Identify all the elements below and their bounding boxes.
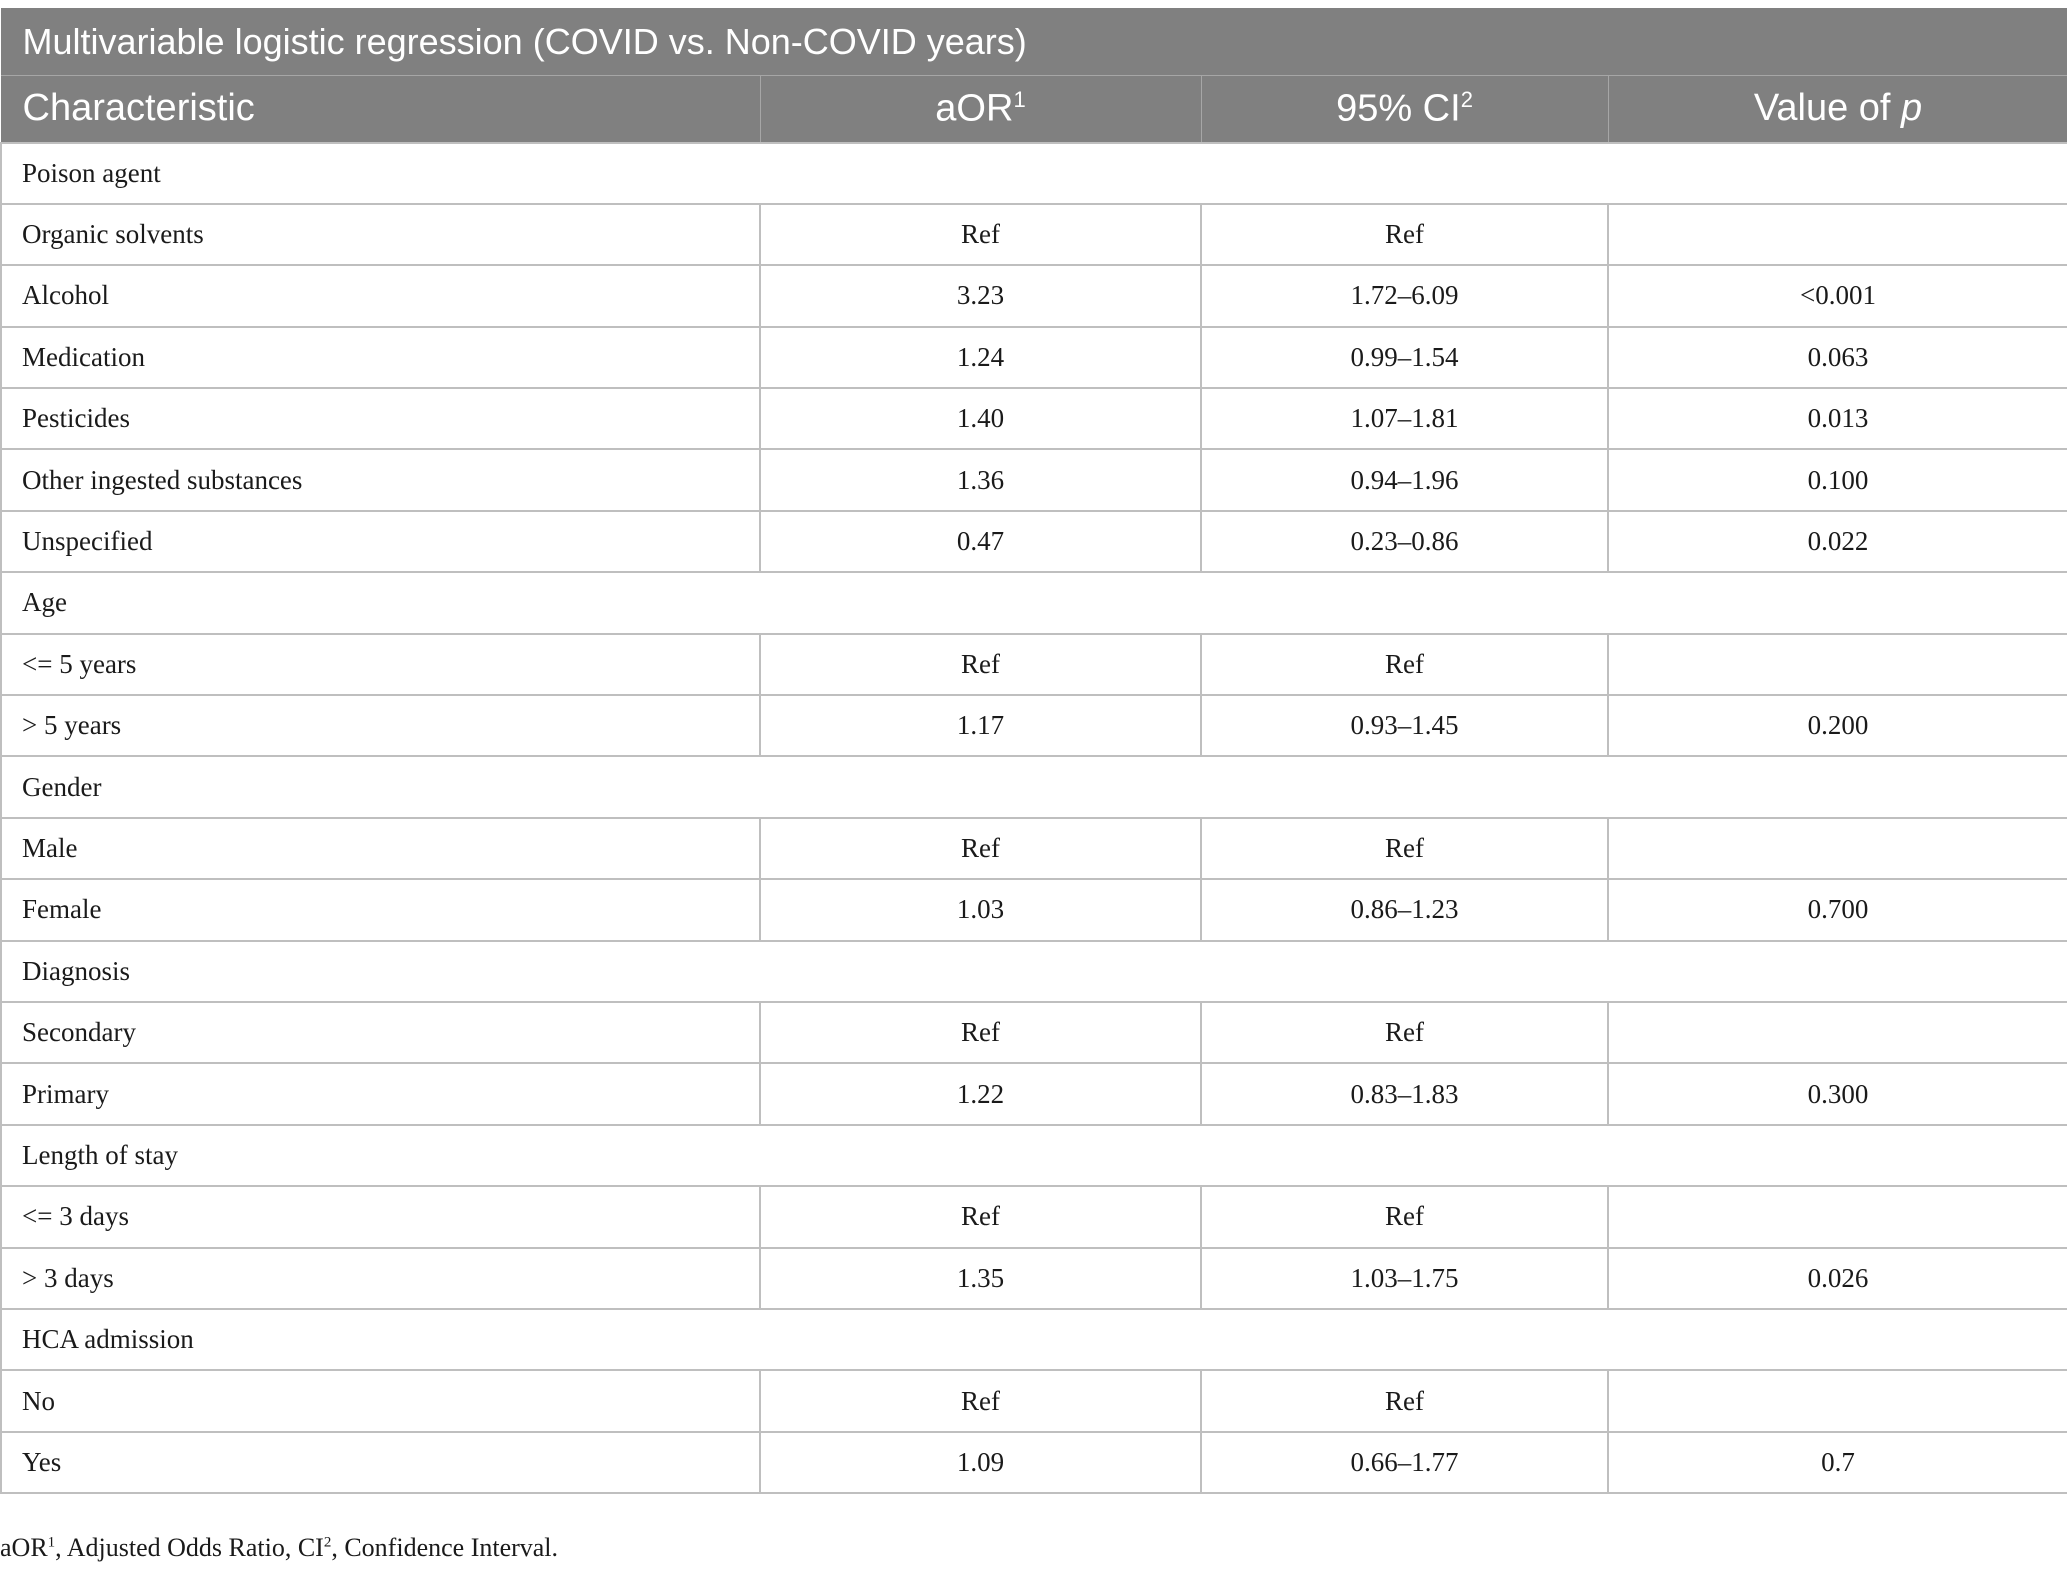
row-label: <= 5 years — [1, 634, 760, 695]
table-row — [1, 1432, 2067, 1493]
table-row — [1, 818, 2067, 879]
footnote-sup1: 1 — [47, 1534, 56, 1551]
row-aor: 1.17 — [760, 695, 1201, 756]
table-row — [1, 1248, 2067, 1309]
row-ci: 1.03–1.75 — [1201, 1248, 1608, 1309]
row-aor: 1.40 — [760, 388, 1201, 449]
row-pvalue — [1608, 1186, 2067, 1247]
row-label: Male — [1, 818, 760, 879]
row-aor: Ref — [760, 634, 1201, 695]
section-label: Length of stay — [1, 1125, 2067, 1186]
row-aor: Ref — [760, 1186, 1201, 1247]
row-aor: Ref — [760, 1370, 1201, 1431]
row-ci: Ref — [1201, 204, 1608, 265]
regression-table — [0, 8, 2067, 1494]
row-aor: 1.09 — [760, 1432, 1201, 1493]
table-row — [1, 695, 2067, 756]
row-aor: 3.23 — [760, 265, 1201, 326]
row-aor: 1.03 — [760, 879, 1201, 940]
row-label: > 5 years — [1, 695, 760, 756]
row-ci: 1.72–6.09 — [1201, 265, 1608, 326]
row-pvalue: 0.063 — [1608, 327, 2067, 388]
row-pvalue: 0.300 — [1608, 1063, 2067, 1124]
header-aor — [760, 76, 1201, 143]
row-ci: Ref — [1201, 1002, 1608, 1063]
section-label: Diagnosis — [1, 941, 2067, 1002]
section-row — [1, 143, 2067, 204]
section-row — [1, 572, 2067, 633]
table-row — [1, 1186, 2067, 1247]
row-label: Secondary — [1, 1002, 760, 1063]
row-label: Primary — [1, 1063, 760, 1124]
row-ci: Ref — [1201, 1186, 1608, 1247]
table-row — [1, 265, 2067, 326]
section-label: Gender — [1, 756, 2067, 817]
row-ci: 0.93–1.45 — [1201, 695, 1608, 756]
row-label: Other ingested substances — [1, 449, 760, 510]
footnote-part3: , Confidence Interval. — [331, 1533, 559, 1562]
row-ci: 0.94–1.96 — [1201, 449, 1608, 510]
row-label: Medication — [1, 327, 760, 388]
row-pvalue: <0.001 — [1608, 265, 2067, 326]
row-pvalue: 0.013 — [1608, 388, 2067, 449]
header-pvalue — [1608, 76, 2067, 143]
table-row — [1, 879, 2067, 940]
section-label: Age — [1, 572, 2067, 633]
header-ci — [1201, 76, 1608, 143]
row-pvalue: 0.100 — [1608, 449, 2067, 510]
regression-table-container — [0, 8, 2067, 1494]
row-pvalue: 0.022 — [1608, 511, 2067, 572]
row-label: Yes — [1, 1432, 760, 1493]
table-row — [1, 511, 2067, 572]
row-ci: 0.86–1.23 — [1201, 879, 1608, 940]
header-ci-label: 95% CI — [1336, 87, 1461, 130]
row-ci: 1.07–1.81 — [1201, 388, 1608, 449]
table-header-row — [1, 76, 2067, 143]
row-pvalue — [1608, 818, 2067, 879]
row-ci: Ref — [1201, 818, 1608, 879]
table-row — [1, 388, 2067, 449]
header-aor-sup: 1 — [1013, 86, 1026, 112]
table-row — [1, 449, 2067, 510]
row-pvalue: 0.7 — [1608, 1432, 2067, 1493]
header-aor-label: aOR — [935, 87, 1014, 130]
header-pvalue-label: Value of — [1753, 87, 1902, 130]
row-ci: 0.66–1.77 — [1201, 1432, 1608, 1493]
row-ci: Ref — [1201, 1370, 1608, 1431]
row-label: No — [1, 1370, 760, 1431]
row-aor: 1.35 — [760, 1248, 1201, 1309]
table-footnote — [0, 1533, 558, 1563]
table-row — [1, 634, 2067, 695]
row-aor: 0.47 — [760, 511, 1201, 572]
section-label: Poison agent — [1, 143, 2067, 204]
row-label: > 3 days — [1, 1248, 760, 1309]
row-aor: 1.24 — [760, 327, 1201, 388]
row-label: Pesticides — [1, 388, 760, 449]
table-title-row — [1, 9, 2067, 76]
row-ci: Ref — [1201, 634, 1608, 695]
row-pvalue — [1608, 1370, 2067, 1431]
table-row — [1, 1002, 2067, 1063]
row-pvalue — [1608, 204, 2067, 265]
row-aor: 1.22 — [760, 1063, 1201, 1124]
row-aor: 1.36 — [760, 449, 1201, 510]
footnote-part1: aOR — [0, 1533, 48, 1562]
row-aor: Ref — [760, 1002, 1201, 1063]
table-title: Multivariable logistic regression (COVID vs. Non-COVID years) — [1, 9, 2067, 76]
row-ci: 0.23–0.86 — [1201, 511, 1608, 572]
row-pvalue — [1608, 1002, 2067, 1063]
row-label: <= 3 days — [1, 1186, 760, 1247]
row-ci: 0.83–1.83 — [1201, 1063, 1608, 1124]
row-label: Unspecified — [1, 511, 760, 572]
row-aor: Ref — [760, 818, 1201, 879]
footnote-part2: , Adjusted Odds Ratio, CI — [55, 1533, 324, 1562]
section-label: HCA admission — [1, 1309, 2067, 1370]
header-pvalue-italic: p — [1901, 87, 1923, 130]
table-row — [1, 1063, 2067, 1124]
row-aor: Ref — [760, 204, 1201, 265]
header-ci-sup: 2 — [1460, 86, 1473, 112]
section-row — [1, 756, 2067, 817]
row-pvalue: 0.026 — [1608, 1248, 2067, 1309]
footnote-sup2: 2 — [323, 1534, 332, 1551]
table-row — [1, 327, 2067, 388]
table-row — [1, 1370, 2067, 1431]
row-pvalue: 0.200 — [1608, 695, 2067, 756]
row-label: Organic solvents — [1, 204, 760, 265]
row-label: Alcohol — [1, 265, 760, 326]
section-row — [1, 1309, 2067, 1370]
row-label: Female — [1, 879, 760, 940]
section-row — [1, 941, 2067, 1002]
table-body — [1, 143, 2067, 1494]
row-ci: 0.99–1.54 — [1201, 327, 1608, 388]
section-row — [1, 1125, 2067, 1186]
table-row — [1, 204, 2067, 265]
row-pvalue: 0.700 — [1608, 879, 2067, 940]
row-pvalue — [1608, 634, 2067, 695]
header-characteristic: Characteristic — [1, 76, 760, 143]
